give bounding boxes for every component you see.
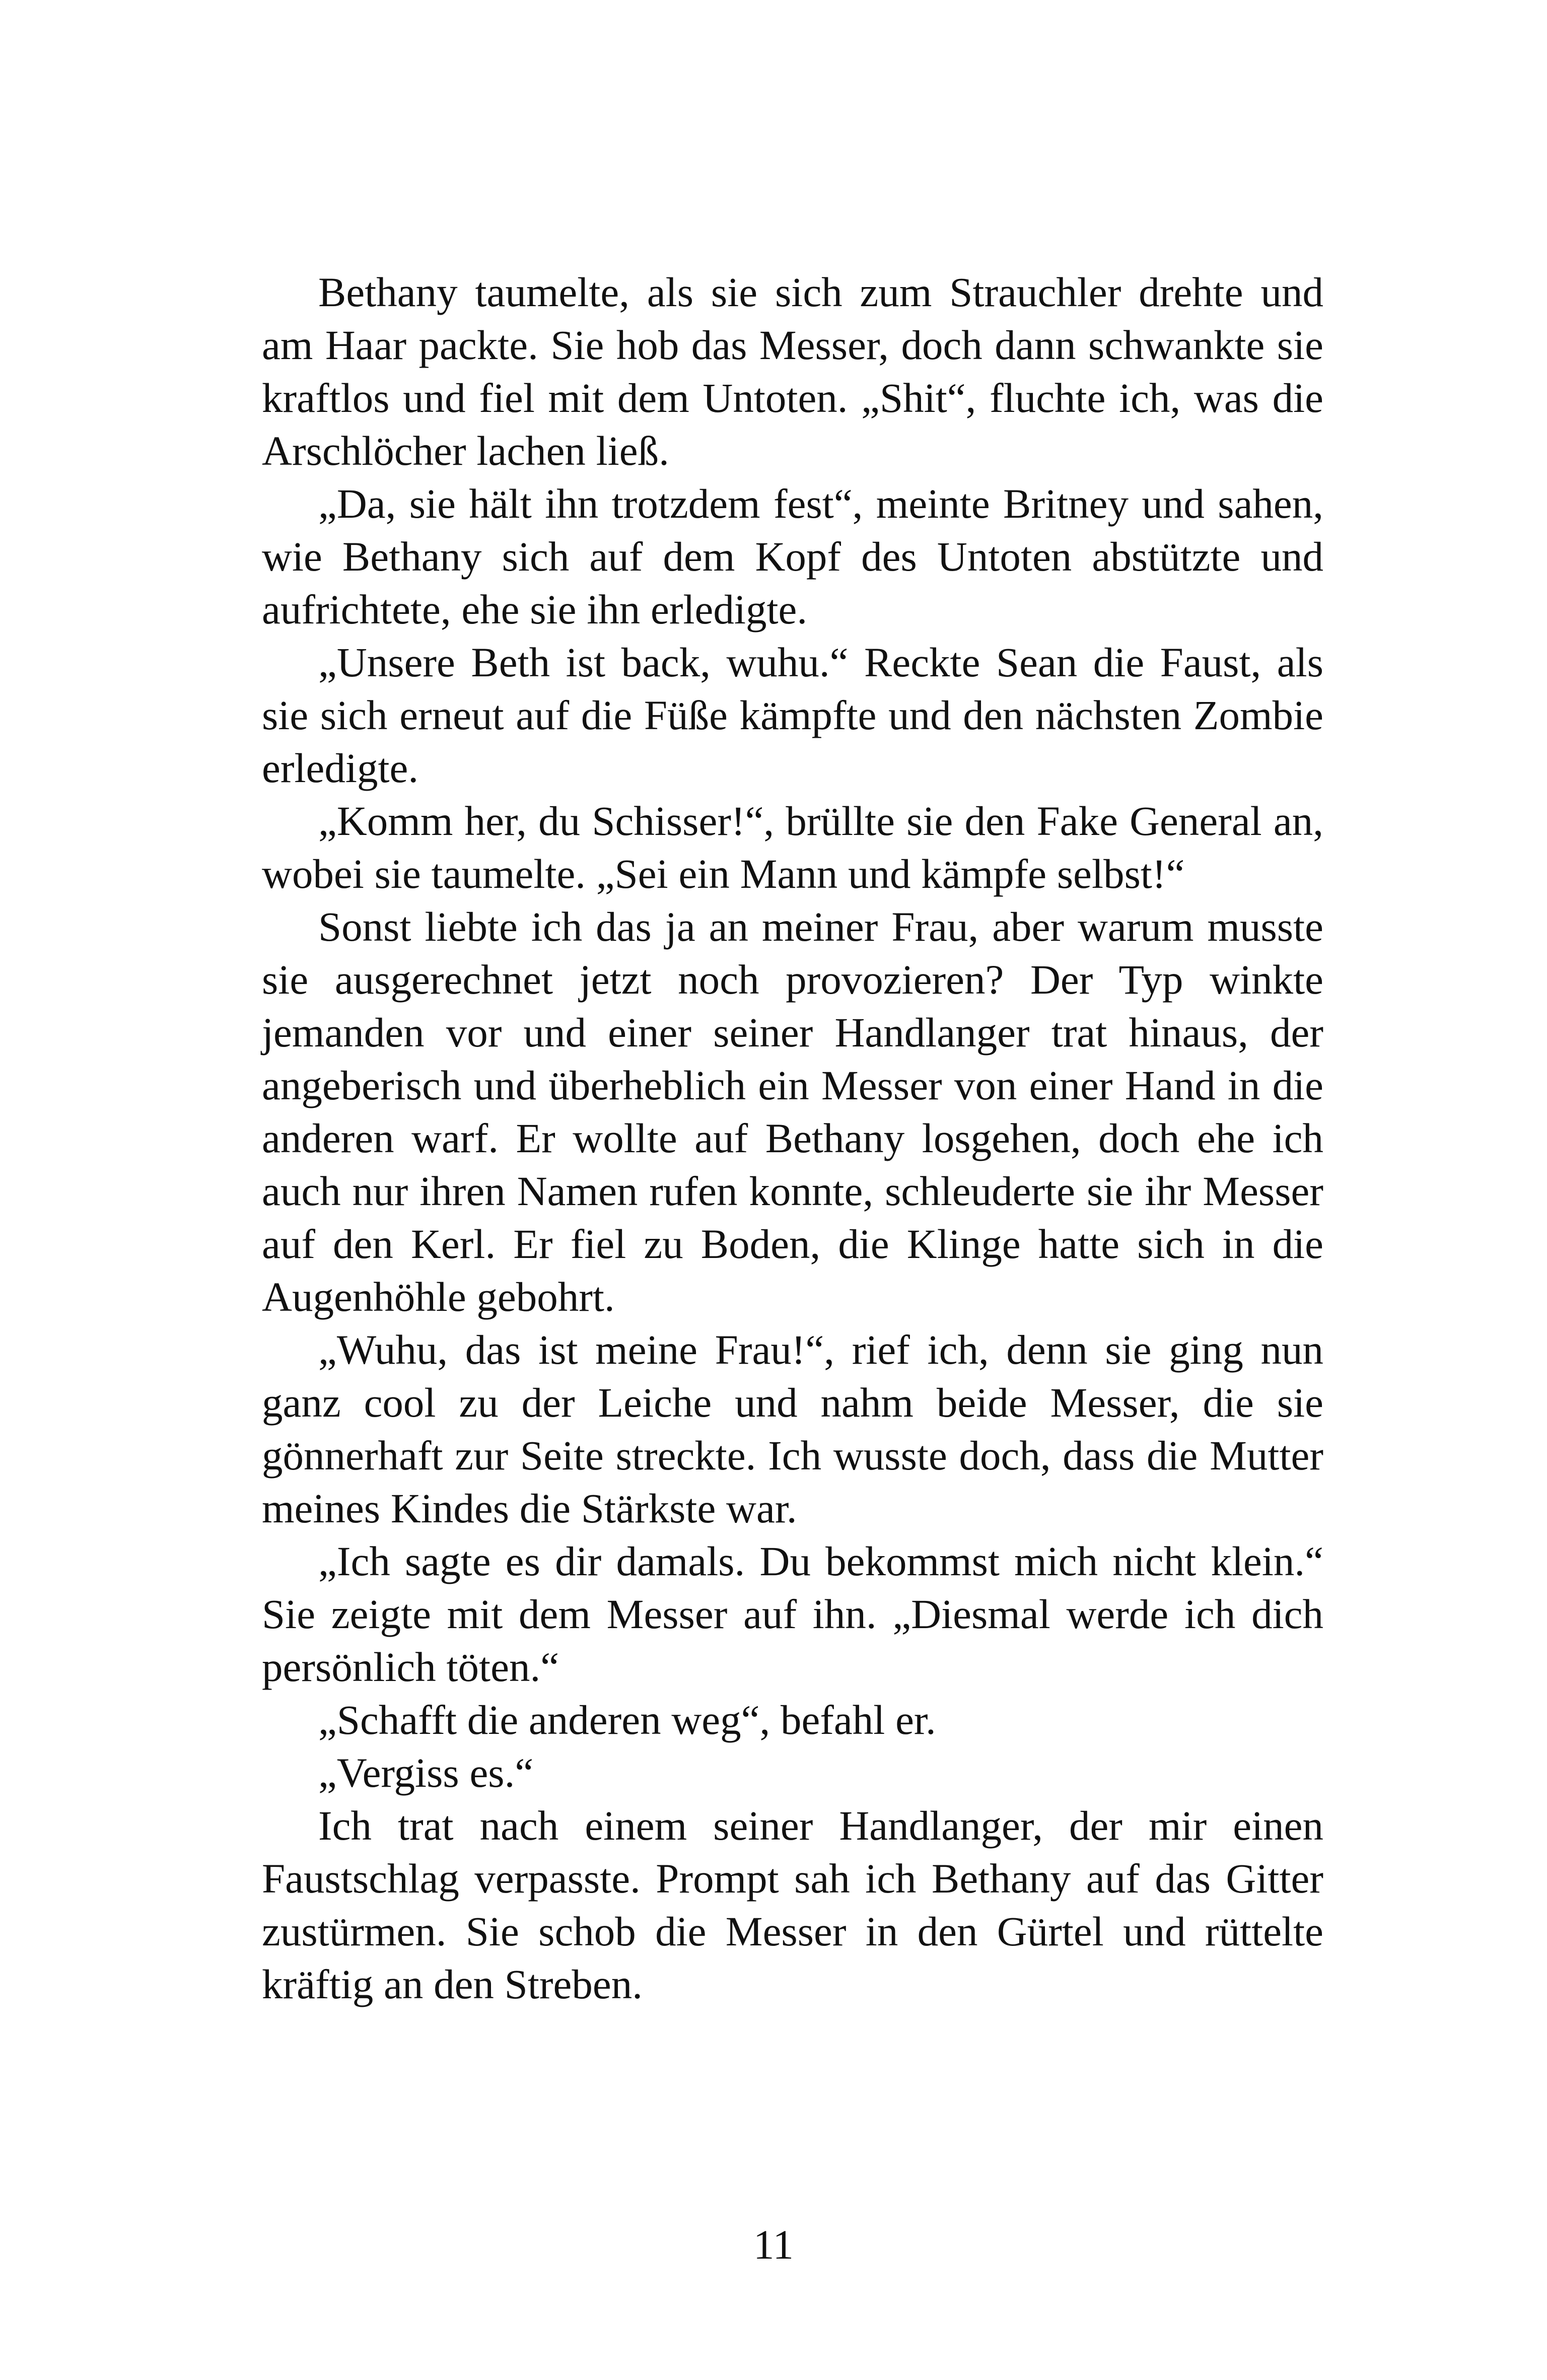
paragraph: „Wuhu, das ist meine Frau!“, rief ich, denn sie ging nun ganz cool zu der Leiche und nahm beide Messer, die sie gönnerhaft zur Seite streckte. Ich wusste doch, dass die Mutter meines Kindes die Stärkste war.	[262, 1326, 1323, 1531]
paragraph: Bethany taumelte, als sie sich zum Strauchler drehte und am Haar packte. Sie hob das Messer, doch dann schwankte sie kraftlos und fiel mit dem Untoten. „Shit“, fluchte ich, was die Arschlöcher lachen ließ.	[262, 269, 1323, 474]
paragraph: Ich trat nach einem seiner Handlanger, der mir einen Faustschlag verpasste. Prompt sah ich Bethany auf das Gitter zustürmen. Sie schob die Messer in den Gürtel und rüttelte kräftig an den Streben.	[262, 1802, 1323, 2007]
paragraph: „Da, sie hält ihn trotzdem fest“, meinte Britney und sahen, wie Bethany sich auf dem Kopf des Untoten abstützte und aufrichtete, ehe sie ihn erledigte.	[262, 480, 1323, 633]
body-text	[262, 266, 1323, 2011]
paragraph: Sonst liebte ich das ja an meiner Frau, aber warum musste sie ausgerechnet jetzt noch provozieren? Der Typ winkte jemanden vor und einer seiner Handlanger trat hinaus, der angeberisch und überheblich ein Messer von einer Hand in die anderen warf. Er wollte auf Bethany losgehen, doch ehe ich auch nur ihren Namen rufen konnte, schleuderte sie ihr Messer auf den Kerl. Er fiel zu Boden, die Klinge hatte sich in die Augenhöhle gebohrt.	[262, 903, 1323, 1320]
paragraph: „Komm her, du Schisser!“, brüllte sie den Fake General an, wobei sie taumelte. „Sei ein Mann und kämpfe selbst!“	[262, 798, 1323, 897]
paragraph: „Unsere Beth ist back, wuhu.“ Reckte Sean die Faust, als sie sich erneut auf die Füße kämpfte und den nächsten Zombie erledigte.	[262, 639, 1323, 791]
paragraph: „Vergiss es.“	[318, 1749, 534, 1796]
paragraph: „Schafft die anderen weg“, befahl er.	[318, 1697, 936, 1743]
paragraph: „Ich sagte es dir damals. Du bekommst mich nicht klein.“ Sie zeigte mit dem Messer auf ihn. „Diesmal werde ich dich persönlich töten.“	[262, 1538, 1323, 1690]
page-number: 11	[753, 2221, 794, 2268]
